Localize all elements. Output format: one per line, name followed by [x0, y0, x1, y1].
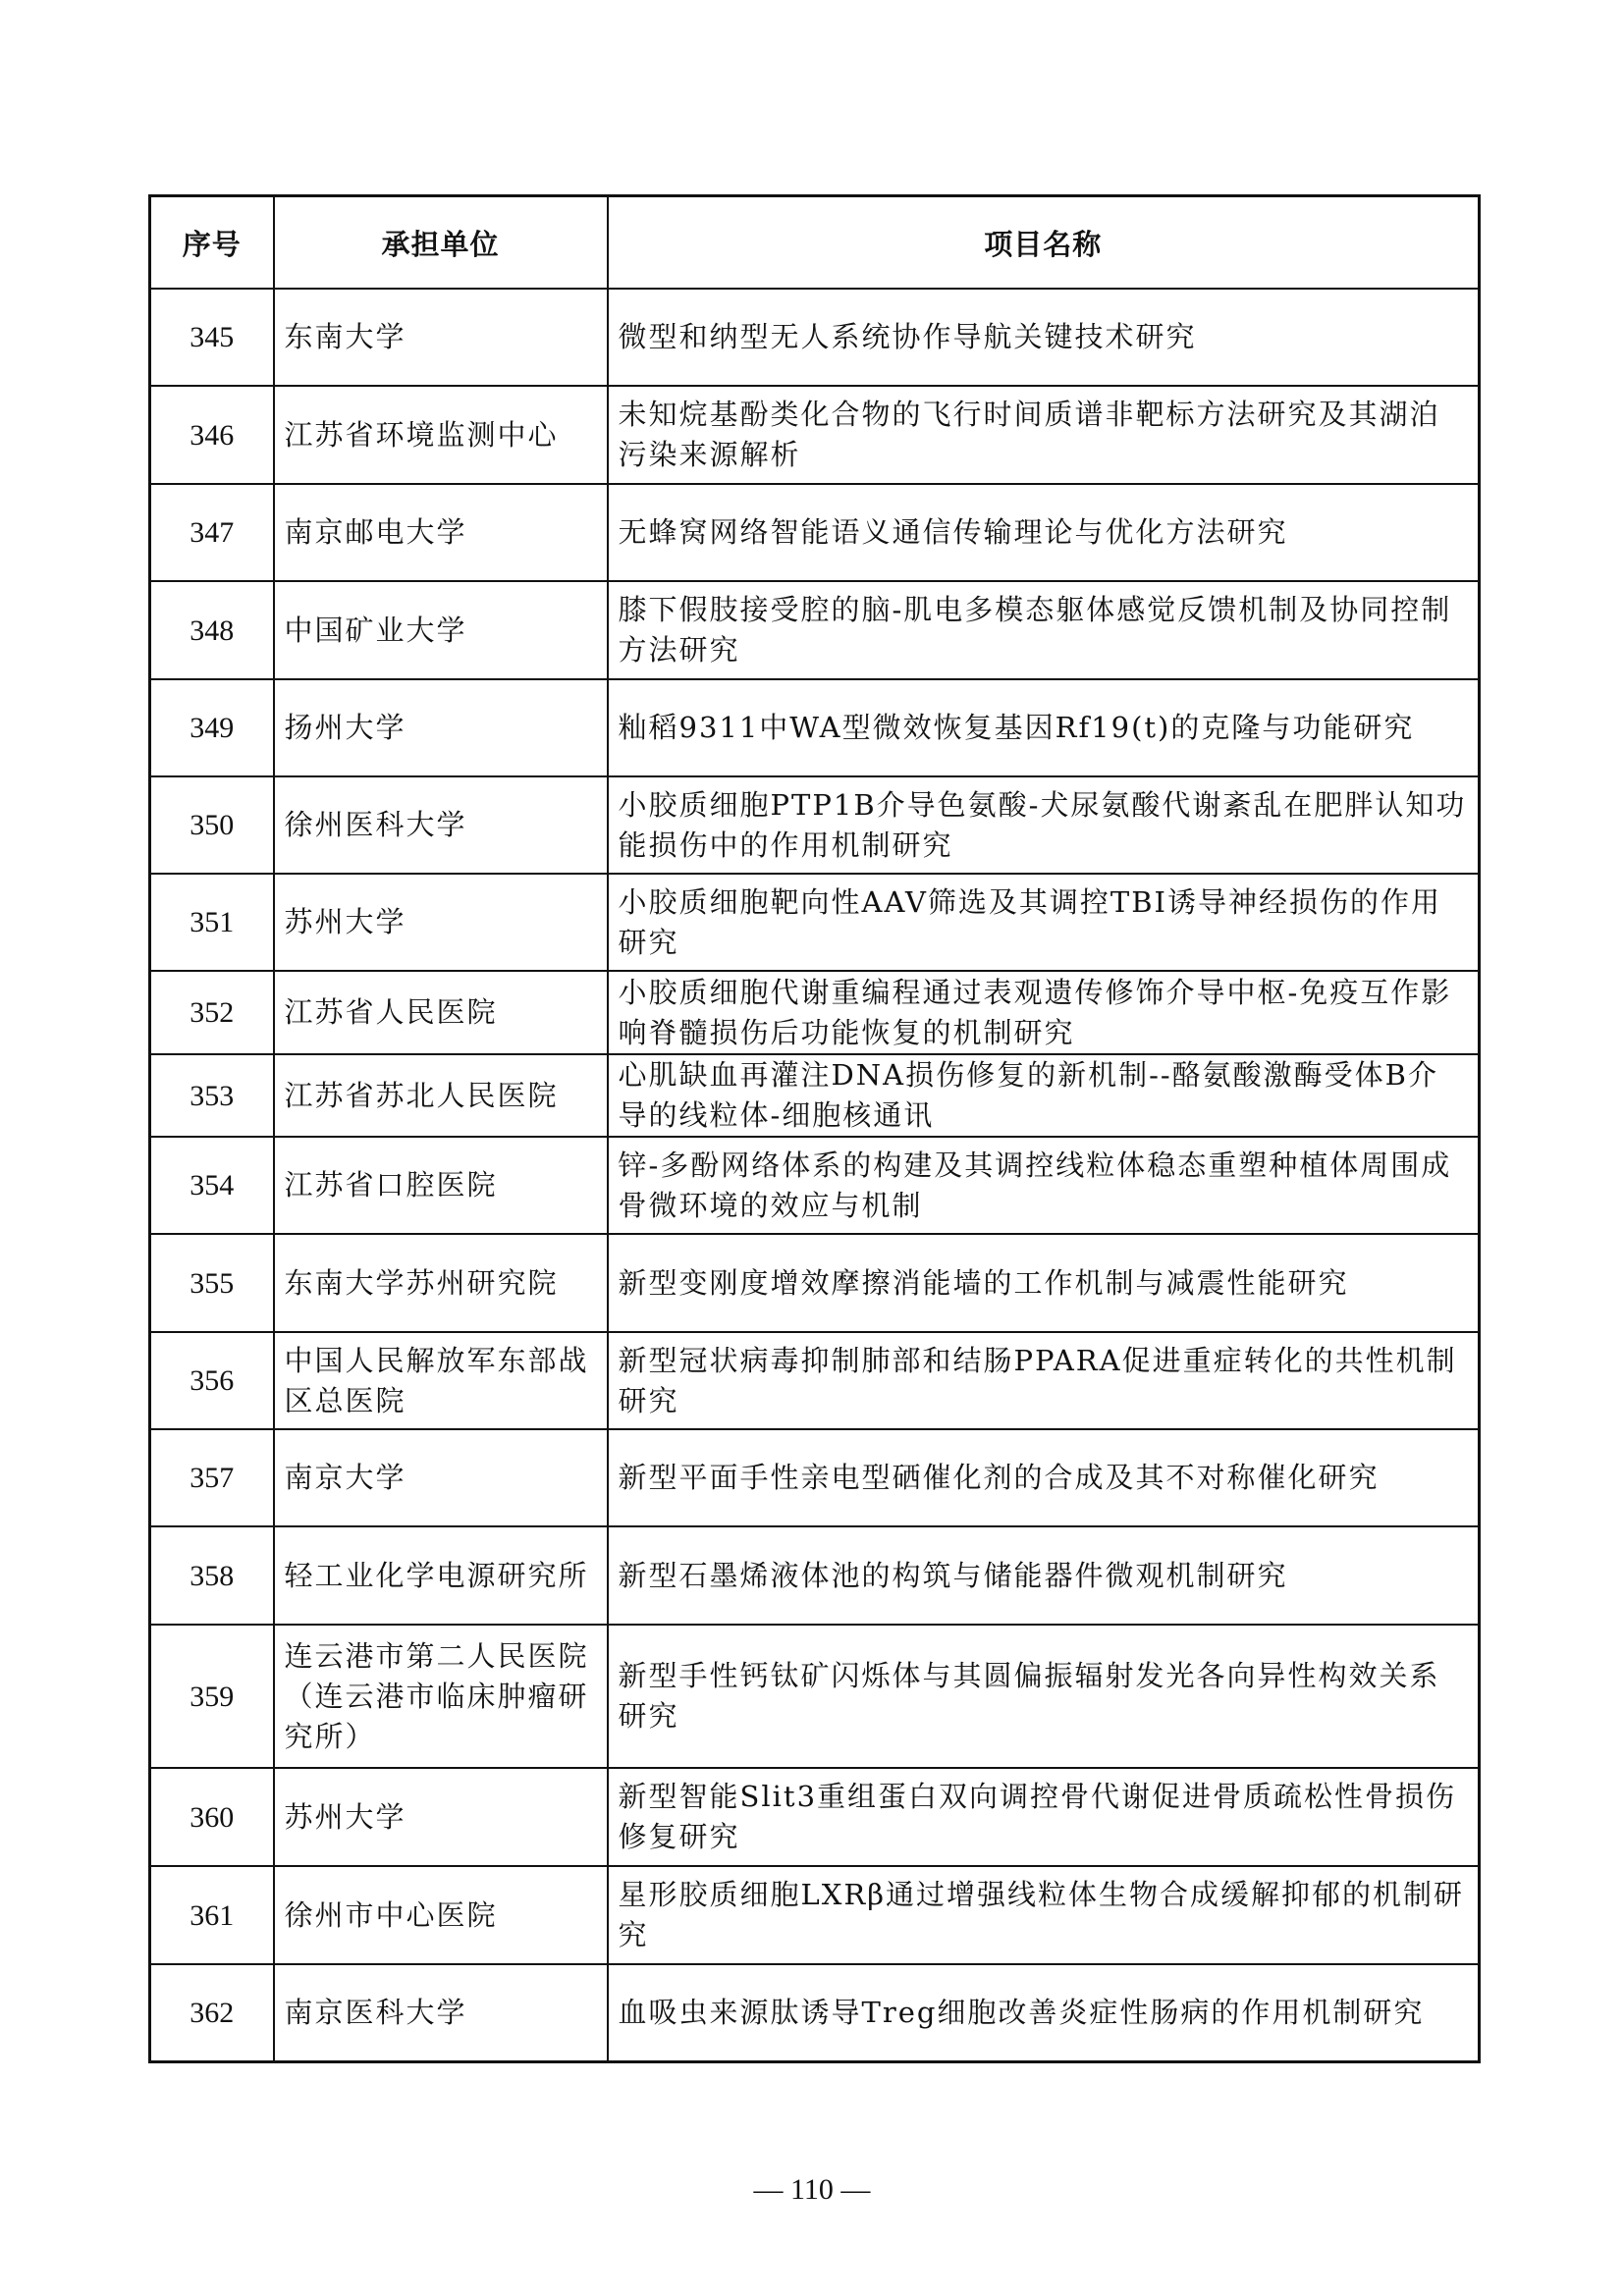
row-index: 345: [150, 289, 274, 386]
row-project: 新型冠状病毒抑制肺部和结肠PPARA促进重症转化的共性机制研究: [608, 1332, 1480, 1429]
row-index: 348: [150, 581, 274, 679]
row-index: 360: [150, 1768, 274, 1866]
table-row: [150, 1332, 1480, 1429]
row-project: 小胶质细胞PTP1B介导色氨酸-犬尿氨酸代谢紊乱在肥胖认知功能损伤中的作用机制研究: [608, 776, 1480, 874]
table-row: [150, 1526, 1480, 1625]
row-project: 新型石墨烯液体池的构筑与储能器件微观机制研究: [608, 1526, 1480, 1625]
row-project: 小胶质细胞代谢重编程通过表观遗传修饰介导中枢-免疫互作影响脊髓损伤后功能恢复的机制研究: [608, 971, 1480, 1054]
table-row: [150, 971, 1480, 1054]
row-project: 未知烷基酚类化合物的飞行时间质谱非靶标方法研究及其湖泊污染来源解析: [608, 386, 1480, 484]
row-project: 新型智能Slit3重组蛋白双向调控骨代谢促进骨质疏松性骨损伤修复研究: [608, 1768, 1480, 1866]
page-number: — 110 —: [753, 2173, 871, 2206]
table-row: [150, 581, 1480, 679]
row-project: 微型和纳型无人系统协作导航关键技术研究: [608, 289, 1480, 386]
table-row: [150, 874, 1480, 971]
row-project: 血吸虫来源肽诱导Treg细胞改善炎症性肠病的作用机制研究: [608, 1964, 1480, 2061]
row-unit: 轻工业化学电源研究所: [274, 1526, 608, 1625]
row-project: 无蜂窝网络智能语义通信传输理论与优化方法研究: [608, 484, 1480, 581]
row-index: 351: [150, 874, 274, 971]
row-project: 小胶质细胞靶向性AAV筛选及其调控TBI诱导神经损伤的作用研究: [608, 874, 1480, 971]
row-project: 膝下假肢接受腔的脑-肌电多模态躯体感觉反馈机制及协同控制方法研究: [608, 581, 1480, 679]
row-index: 362: [150, 1964, 274, 2061]
row-unit: 江苏省环境监测中心: [274, 386, 608, 484]
header-unit: 承担单位: [274, 196, 608, 290]
row-unit: 苏州大学: [274, 1768, 608, 1866]
row-project: 星形胶质细胞LXRβ通过增强线粒体生物合成缓解抑郁的机制研究: [608, 1866, 1480, 1964]
row-unit: 江苏省苏北人民医院: [274, 1054, 608, 1137]
row-index: 357: [150, 1429, 274, 1526]
table-row: [150, 679, 1480, 776]
row-project: 锌-多酚网络体系的构建及其调控线粒体稳态重塑种植体周围成骨微环境的效应与机制: [608, 1137, 1480, 1234]
row-index: 346: [150, 386, 274, 484]
row-index: 356: [150, 1332, 274, 1429]
row-unit: 苏州大学: [274, 874, 608, 971]
row-index: 349: [150, 679, 274, 776]
row-index: 352: [150, 971, 274, 1054]
table-row: [150, 1964, 1480, 2061]
row-unit: 南京医科大学: [274, 1964, 608, 2061]
row-unit: 中国人民解放军东部战区总医院: [274, 1332, 608, 1429]
row-index: 358: [150, 1526, 274, 1625]
row-index: 359: [150, 1625, 274, 1768]
header-project: 项目名称: [608, 196, 1480, 290]
row-unit: 东南大学苏州研究院: [274, 1234, 608, 1332]
table-row: [150, 1625, 1480, 1768]
table-row: [150, 1429, 1480, 1526]
row-unit: 南京邮电大学: [274, 484, 608, 581]
row-project: 籼稻9311中WA型微效恢复基因Rf19(t)的克隆与功能研究: [608, 679, 1480, 776]
table-row: [150, 1234, 1480, 1332]
table-row: [150, 386, 1480, 484]
row-index: 347: [150, 484, 274, 581]
project-table: [148, 194, 1481, 2063]
row-project: 新型变刚度增效摩擦消能墙的工作机制与减震性能研究: [608, 1234, 1480, 1332]
table-row: [150, 1054, 1480, 1137]
table-row: [150, 1866, 1480, 1964]
row-index: 355: [150, 1234, 274, 1332]
table-row: [150, 1768, 1480, 1866]
row-unit: 江苏省人民医院: [274, 971, 608, 1054]
row-unit: 中国矿业大学: [274, 581, 608, 679]
table-row: [150, 776, 1480, 874]
row-project: 心肌缺血再灌注DNA损伤修复的新机制--酪氨酸激酶受体B介导的线粒体-细胞核通讯: [608, 1054, 1480, 1137]
row-index: 350: [150, 776, 274, 874]
row-unit: 江苏省口腔医院: [274, 1137, 608, 1234]
table-body: [150, 289, 1480, 2061]
row-unit: 徐州市中心医院: [274, 1866, 608, 1964]
row-index: 353: [150, 1054, 274, 1137]
table-row: [150, 1137, 1480, 1234]
row-unit: 徐州医科大学: [274, 776, 608, 874]
row-unit: 东南大学: [274, 289, 608, 386]
row-index: 361: [150, 1866, 274, 1964]
row-unit: 南京大学: [274, 1429, 608, 1526]
row-project: 新型平面手性亲电型硒催化剂的合成及其不对称催化研究: [608, 1429, 1480, 1526]
header-index: 序号: [150, 196, 274, 290]
row-project: 新型手性钙钛矿闪烁体与其圆偏振辐射发光各向异性构效关系研究: [608, 1625, 1480, 1768]
row-unit: 扬州大学: [274, 679, 608, 776]
row-unit: 连云港市第二人民医院（连云港市临床肿瘤研究所）: [274, 1625, 608, 1768]
table-header-row: [150, 196, 1480, 290]
table-row: [150, 289, 1480, 386]
table-row: [150, 484, 1480, 581]
row-index: 354: [150, 1137, 274, 1234]
